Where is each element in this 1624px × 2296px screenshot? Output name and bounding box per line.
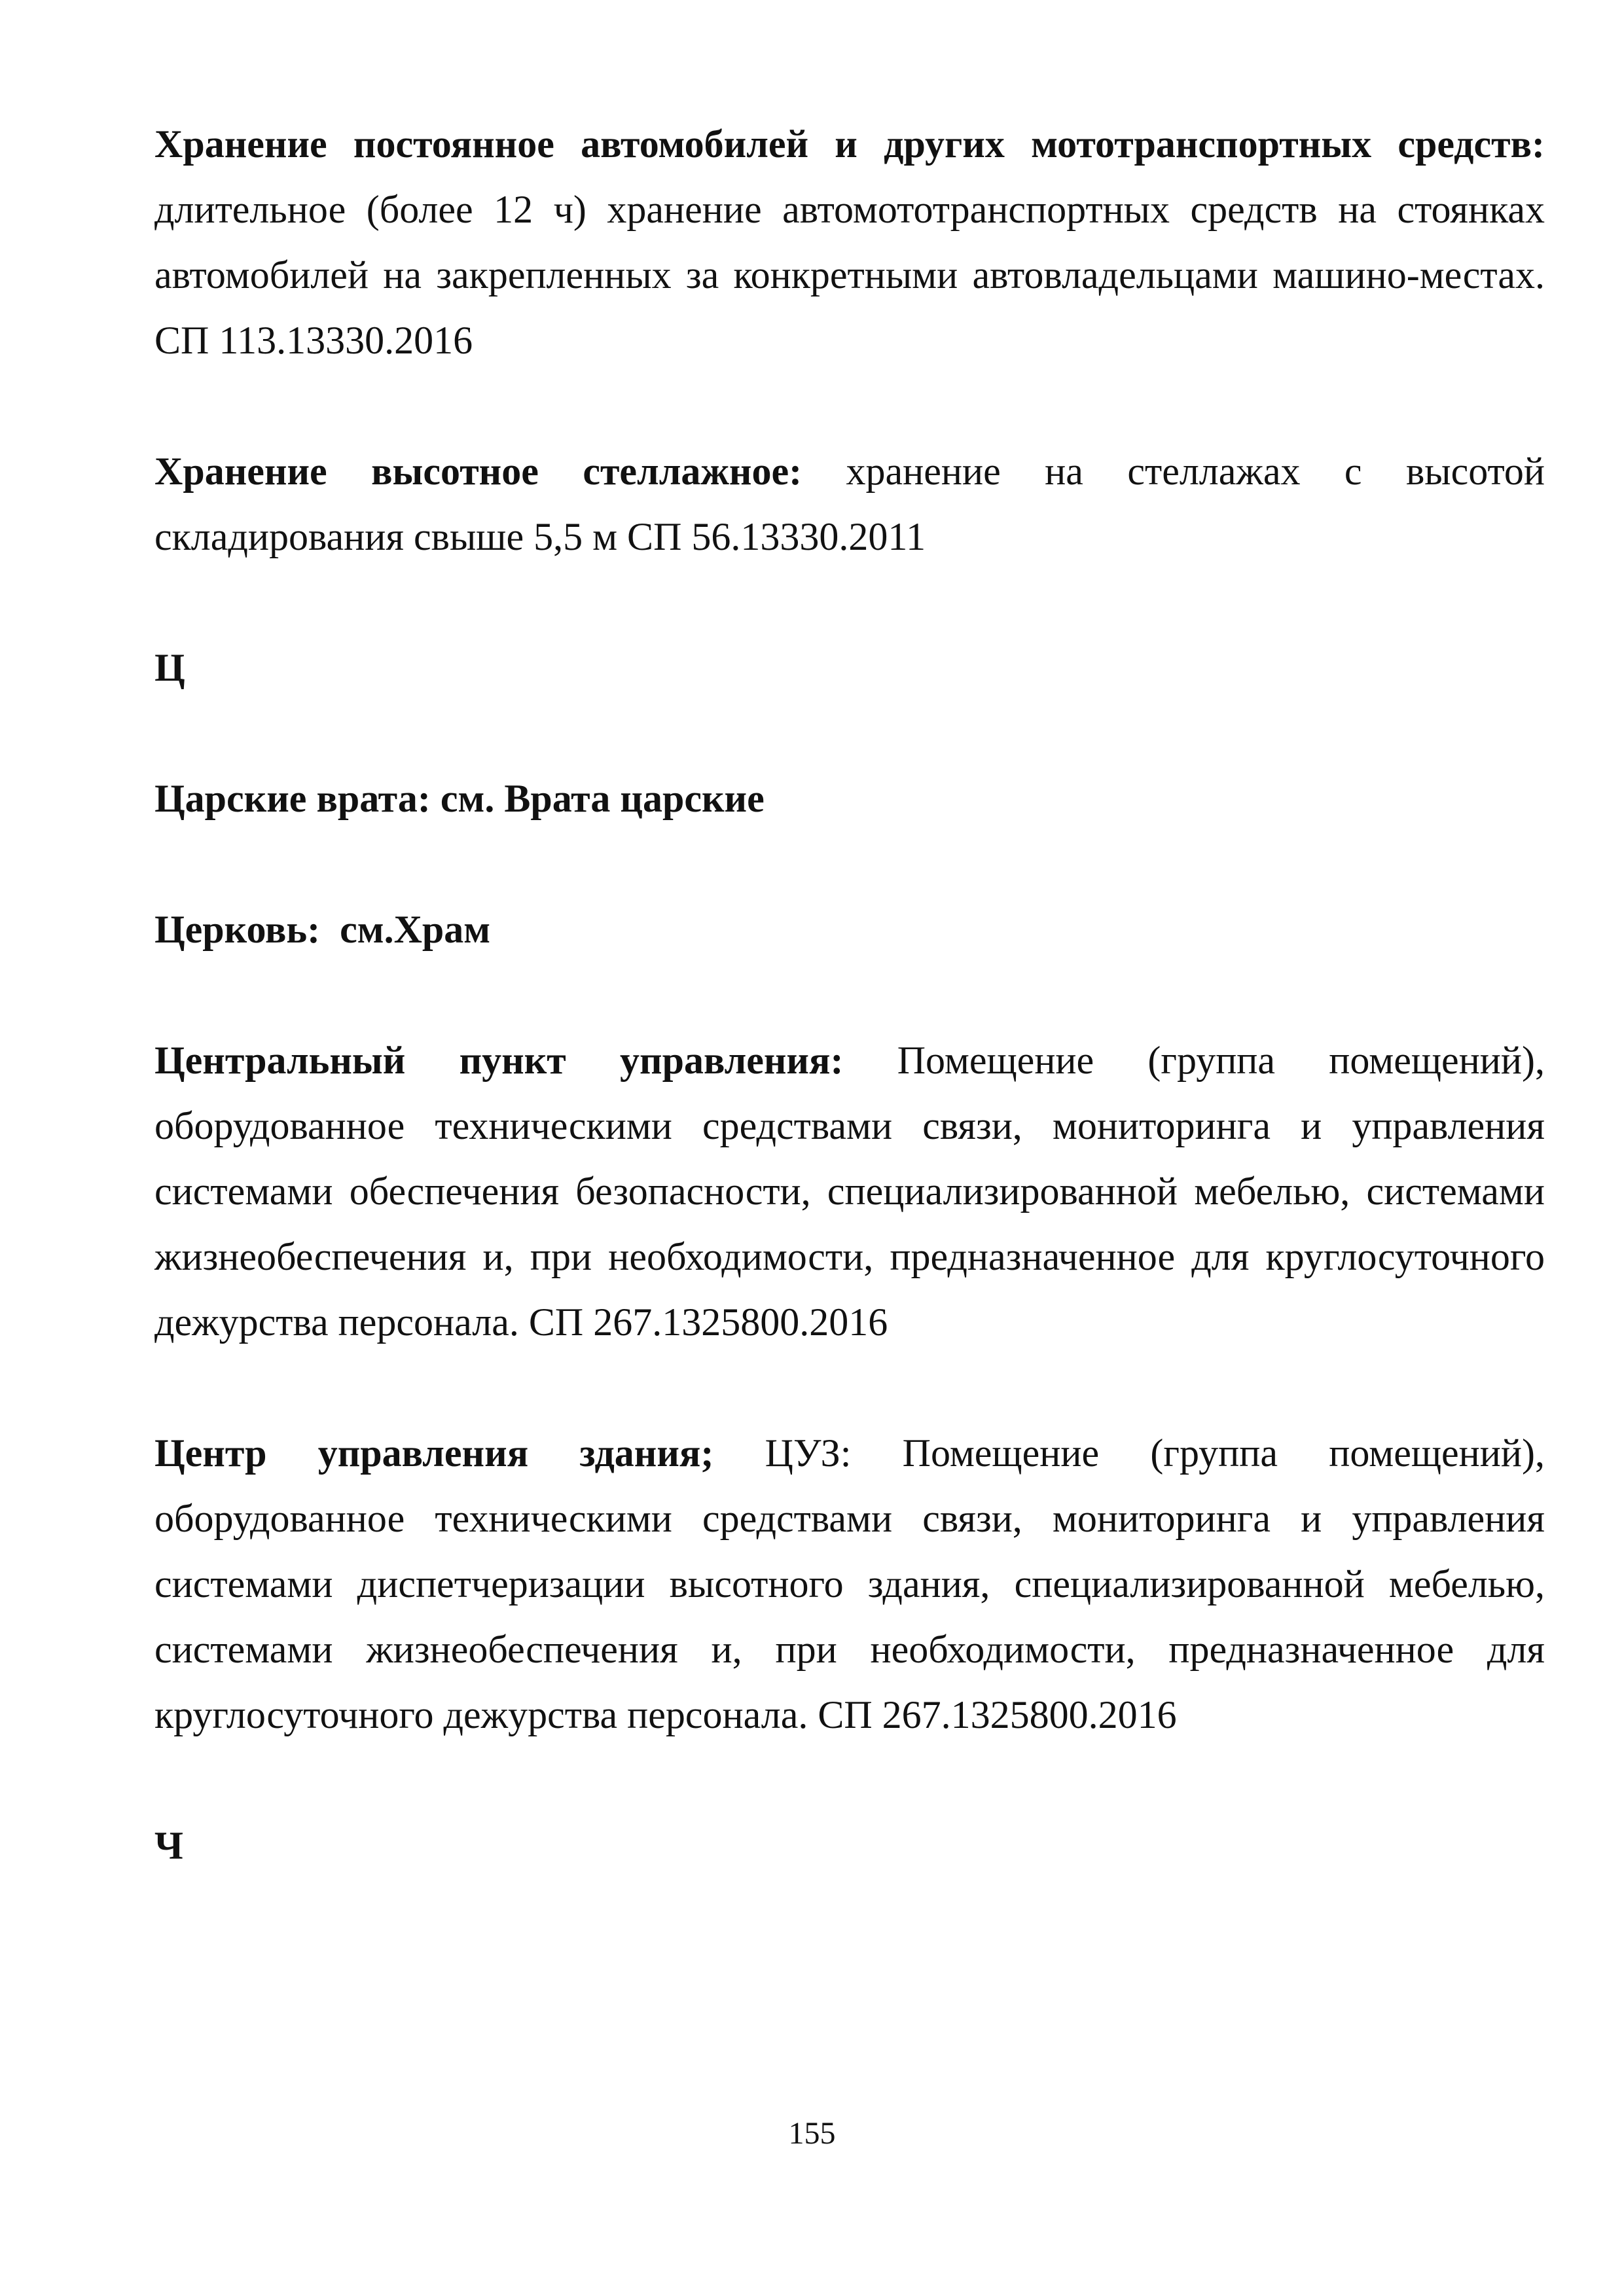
entry-central-control-point [154, 1028, 1545, 1355]
section-letter-ch: Ч [154, 1824, 184, 1867]
entry-term: Центральный пункт управления: [154, 1039, 844, 1082]
entry-reference: Царские врата: см. Врата царские [154, 777, 765, 820]
entry-tsarskie-vrata [154, 766, 1545, 831]
page-number: 155 [788, 2116, 836, 2151]
entry-reference: Церковь: см.Храм [154, 908, 491, 951]
entry-term: Центр управления здания; [154, 1431, 714, 1475]
entry-definition: длительное (более 12 ч) хранение автомототранспортных средств на стоянках автомобилей на закрепленных за конкретными автовладельцами машино-местах. СП 113.13330.2016 [154, 188, 1545, 362]
entry-definition: хранение на стеллажах с высотой складирования свыше 5,5 м СП 56.13330.2011 [154, 450, 1545, 558]
document-page [154, 111, 1545, 1878]
entry-storage-high-rack [154, 439, 1545, 569]
entry-storage-permanent [154, 111, 1545, 373]
entry-definition: Помещение (группа помещений), оборудованное техническими средствами связи, мониторинга и управления системами обеспечения безопасности, специализированной мебелью, системами жизнеобеспечения и, при необходимости, предназначенное для круглосуточного дежурства персонала. СП 267.1325800.2016 [154, 1039, 1545, 1344]
entry-definition: ЦУЗ: Помещение (группа помещений), оборудованное техническими средствами связи, мониторинга и управления системами диспетчеризации высотного здания, специализированной мебелью, системами жизнеобеспечения и, при необходимости, предназначенное для круглосуточного дежурства персонала. СП 267.1325800.2016 [154, 1431, 1545, 1736]
entry-term: Хранение высотное стеллажное: [154, 450, 803, 493]
entry-tserkov [154, 897, 1545, 962]
entry-term: Хранение постоянное автомобилей и других мототранспортных средств: [154, 122, 1545, 166]
section-letter-ts: Ц [154, 646, 185, 689]
entry-building-control-center [154, 1420, 1545, 1748]
